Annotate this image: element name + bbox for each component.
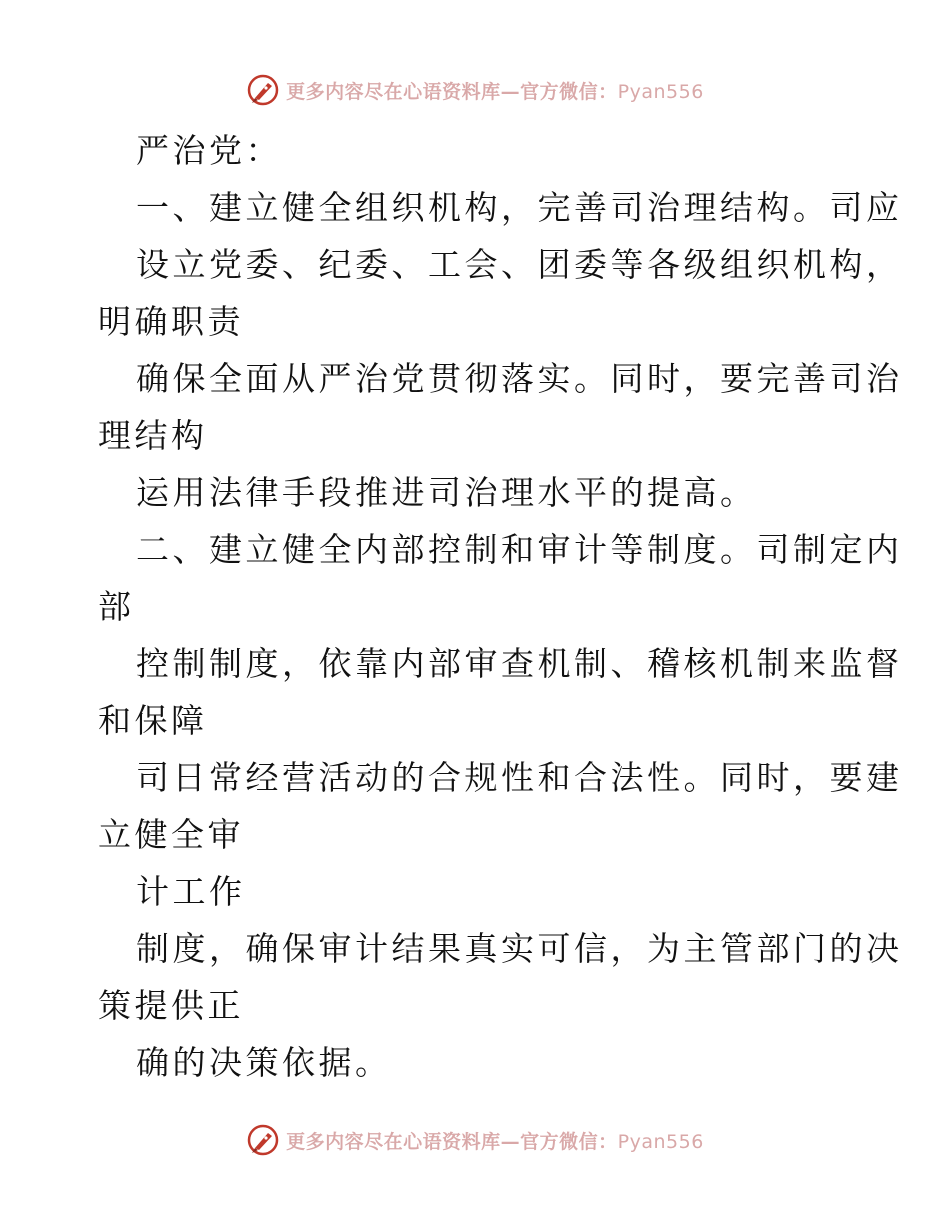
text-line: 一、建立健全组织机构，完善司治理结构。司应 [136,188,903,227]
watermark-text: 更多内容尽在心语资料库—官方微信：Pyan556 [286,80,704,103]
text-line: 制度，确保审计结果真实可信，为主管部门的决 [136,929,903,968]
watermark-text: 更多内容尽在心语资料库—官方微信：Pyan556 [286,1130,704,1153]
header-watermark [0,70,950,110]
text-line: 控制制度，依靠内部审查机制、稽核机制来监督 [136,644,903,683]
pen-nib-logo-icon [246,1123,280,1157]
text-line: 部 [98,587,135,626]
pen-nib-logo-icon [246,73,280,107]
text-line: 司日常经营活动的合规性和合法性。同时，要建 [136,758,903,797]
text-line: 理结构 [98,416,208,455]
text-line: 确的决策依据。 [136,1043,392,1082]
text-line: 和保障 [98,701,208,740]
text-line: 立健全审 [98,815,244,854]
document-body [98,122,903,1091]
text-line: 设立党委、纪委、工会、团委等各级组织机构， [136,245,903,284]
text-line: 计工作 [136,872,246,911]
text-line: 严治党： [136,131,282,170]
footer-watermark [0,1120,950,1160]
text-line: 策提供正 [98,986,244,1025]
text-line: 确保全面从严治党贯彻落实。同时，要完善司治 [136,359,903,398]
text-line: 二、建立健全内部控制和审计等制度。司制定内 [136,530,903,569]
text-line: 明确职责 [98,302,244,341]
text-line: 运用法律手段推进司治理水平的提高。 [136,473,757,512]
